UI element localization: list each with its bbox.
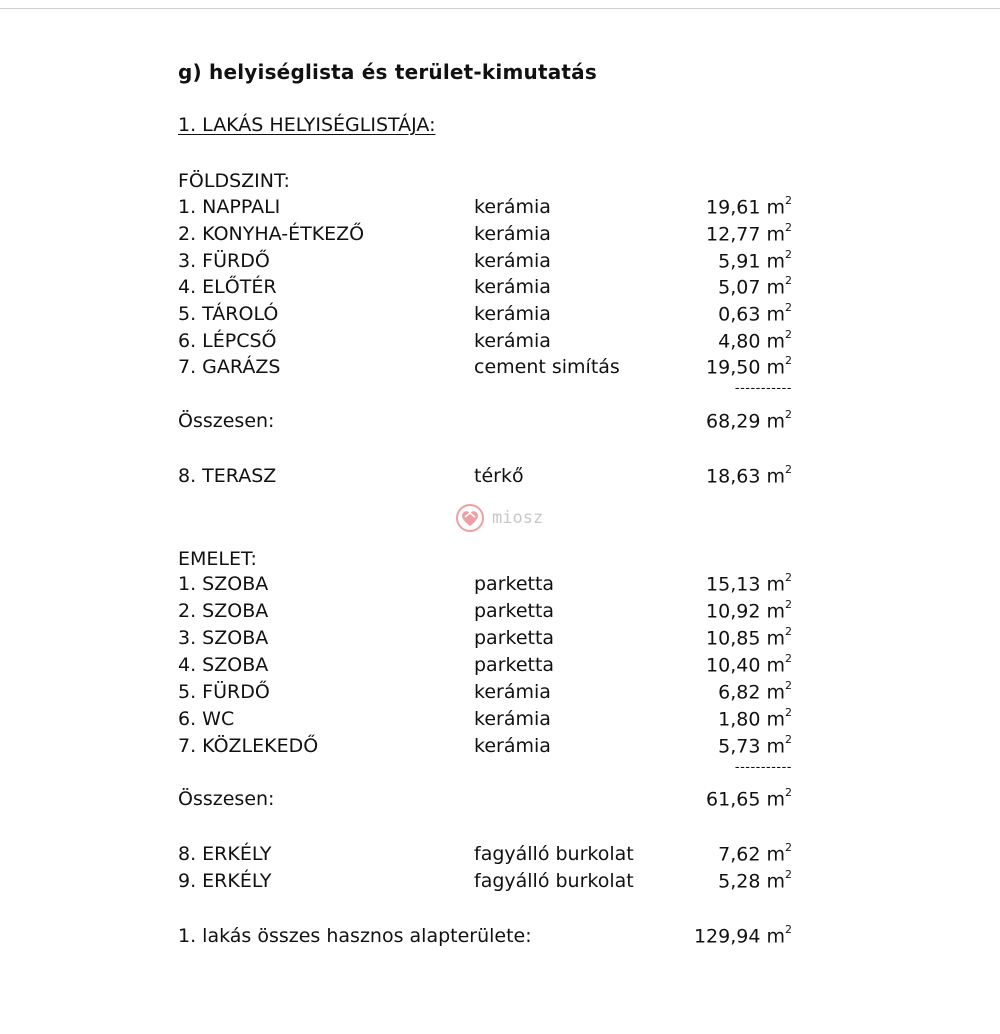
room-name: 8. TERASZ: [178, 465, 277, 487]
room-material: parketta: [474, 654, 555, 676]
unit-superscript: 2: [785, 328, 792, 341]
table-row: [178, 303, 798, 329]
heart-house-logo-icon: [452, 503, 488, 533]
unit-superscript: 2: [785, 354, 792, 367]
table-row: [178, 465, 798, 491]
total-label: Összesen:: [178, 788, 275, 810]
room-name: 2. SZOBA: [178, 600, 269, 622]
upper-floor-label-row: [178, 548, 798, 574]
room-material: fagyálló burkolat: [474, 870, 634, 892]
room-material: kerámia: [474, 681, 551, 703]
unit-superscript: 2: [785, 923, 792, 936]
room-name: 9. ERKÉLY: [178, 870, 272, 892]
room-name: 1. NAPPALI: [178, 196, 281, 218]
table-row: [178, 735, 798, 761]
grand-total-label: 1. lakás összes hasznos alapterülete:: [178, 925, 532, 947]
unit-superscript: 2: [785, 868, 792, 881]
room-name: 4. ELŐTÉR: [178, 276, 277, 298]
table-row: [178, 600, 798, 626]
room-area: 1,80 $m^2$: [718, 706, 792, 731]
room-name: 3. FÜRDŐ: [178, 250, 270, 272]
dashed-separator: -----------: [734, 760, 792, 775]
unit-superscript: 2: [785, 274, 792, 287]
page-title: g) helyiséglista és terület-kimutatás: [178, 60, 597, 84]
room-material: kerámia: [474, 223, 551, 245]
room-area: 5,28 $m^2$: [718, 868, 792, 893]
unit-superscript: 2: [785, 571, 792, 584]
table-row: [178, 276, 798, 302]
room-area: 10,40 $m^2$: [706, 652, 792, 677]
room-area: 19,61 $m^2$: [706, 194, 792, 219]
unit-superscript: 2: [785, 408, 792, 421]
separator-row: [178, 381, 798, 399]
room-material: parketta: [474, 573, 555, 595]
room-area: 7,62 $m^2$: [718, 841, 792, 866]
total-row: [178, 788, 798, 814]
table-row: [178, 223, 798, 249]
table-row: [178, 356, 798, 382]
room-name: 1. SZOBA: [178, 573, 269, 595]
table-row: [178, 843, 798, 869]
room-name: 7. KÖZLEKEDŐ: [178, 735, 319, 757]
room-area: 4,80 $m^2$: [718, 328, 792, 353]
unit-superscript: 2: [785, 841, 792, 854]
room-area: 6,82 $m^2$: [718, 679, 792, 704]
section-title: 1. LAKÁS HELYISÉGLISTÁJA:: [178, 114, 436, 136]
room-material: kerámia: [474, 250, 551, 272]
room-material: parketta: [474, 627, 555, 649]
table-row: [178, 681, 798, 707]
room-area: 5,07 $m^2$: [718, 274, 792, 299]
unit-superscript: 2: [785, 248, 792, 261]
table-row: [178, 196, 798, 222]
room-material: térkő: [474, 465, 524, 487]
unit-superscript: 2: [785, 706, 792, 719]
table-row: [178, 573, 798, 599]
unit-superscript: 2: [785, 221, 792, 234]
room-name: 8. ERKÉLY: [178, 843, 272, 865]
watermark-text: miosz: [492, 508, 544, 528]
room-material: kerámia: [474, 276, 551, 298]
room-area: 12,77 $m^2$: [706, 221, 792, 246]
room-name: 6. WC: [178, 708, 235, 730]
unit-superscript: 2: [785, 786, 792, 799]
room-name: 7. GARÁZS: [178, 356, 281, 378]
total-area: 68,29 $m^2$: [706, 408, 792, 433]
unit-superscript: 2: [785, 463, 792, 476]
room-area: 10,85 $m^2$: [706, 625, 792, 650]
unit-superscript: 2: [785, 301, 792, 314]
table-row: [178, 627, 798, 653]
room-name: 5. FÜRDŐ: [178, 681, 270, 703]
room-name: 6. LÉPCSŐ: [178, 330, 277, 352]
room-material: kerámia: [474, 708, 551, 730]
table-row: [178, 654, 798, 680]
grand-total-row: [178, 925, 798, 951]
room-material: kerámia: [474, 303, 551, 325]
separator-row: [178, 760, 798, 778]
floor-label: EMELET:: [178, 548, 257, 570]
table-row: [178, 250, 798, 276]
room-material: kerámia: [474, 735, 551, 757]
unit-superscript: 2: [785, 598, 792, 611]
unit-superscript: 2: [785, 625, 792, 638]
table-row: [178, 708, 798, 734]
room-area: 5,73 $m^2$: [718, 733, 792, 758]
room-area: 19,50 $m^2$: [706, 354, 792, 379]
room-material: kerámia: [474, 196, 551, 218]
dashed-separator: -----------: [734, 381, 792, 396]
room-area: 5,91 $m^2$: [718, 248, 792, 273]
room-area: 10,92 $m^2$: [706, 598, 792, 623]
room-area: 18,63 $m^2$: [706, 463, 792, 488]
room-name: 3. SZOBA: [178, 627, 269, 649]
unit-superscript: 2: [785, 733, 792, 746]
room-name: 4. SZOBA: [178, 654, 269, 676]
viewer-top-edge: [0, 0, 1000, 9]
room-area: 0,63 $m^2$: [718, 301, 792, 326]
room-name: 5. TÁROLÓ: [178, 303, 279, 325]
floor-label: FÖLDSZINT:: [178, 170, 290, 192]
room-material: cement simítás: [474, 356, 620, 378]
room-area: 15,13 $m^2$: [706, 571, 792, 596]
total-area: 61,65 $m^2$: [706, 786, 792, 811]
total-row: [178, 410, 798, 436]
grand-total-area: 129,94 $m^2$: [693, 923, 792, 948]
unit-superscript: 2: [785, 679, 792, 692]
table-row: [178, 330, 798, 356]
total-label: Összesen:: [178, 410, 275, 432]
unit-superscript: 2: [785, 194, 792, 207]
room-material: fagyálló burkolat: [474, 843, 634, 865]
ground-floor-label-row: [178, 170, 798, 196]
watermark: [452, 503, 543, 533]
room-name: 2. KONYHA-ÉTKEZŐ: [178, 223, 365, 245]
room-material: kerámia: [474, 330, 551, 352]
unit-superscript: 2: [785, 652, 792, 665]
table-row: [178, 870, 798, 896]
room-material: parketta: [474, 600, 555, 622]
